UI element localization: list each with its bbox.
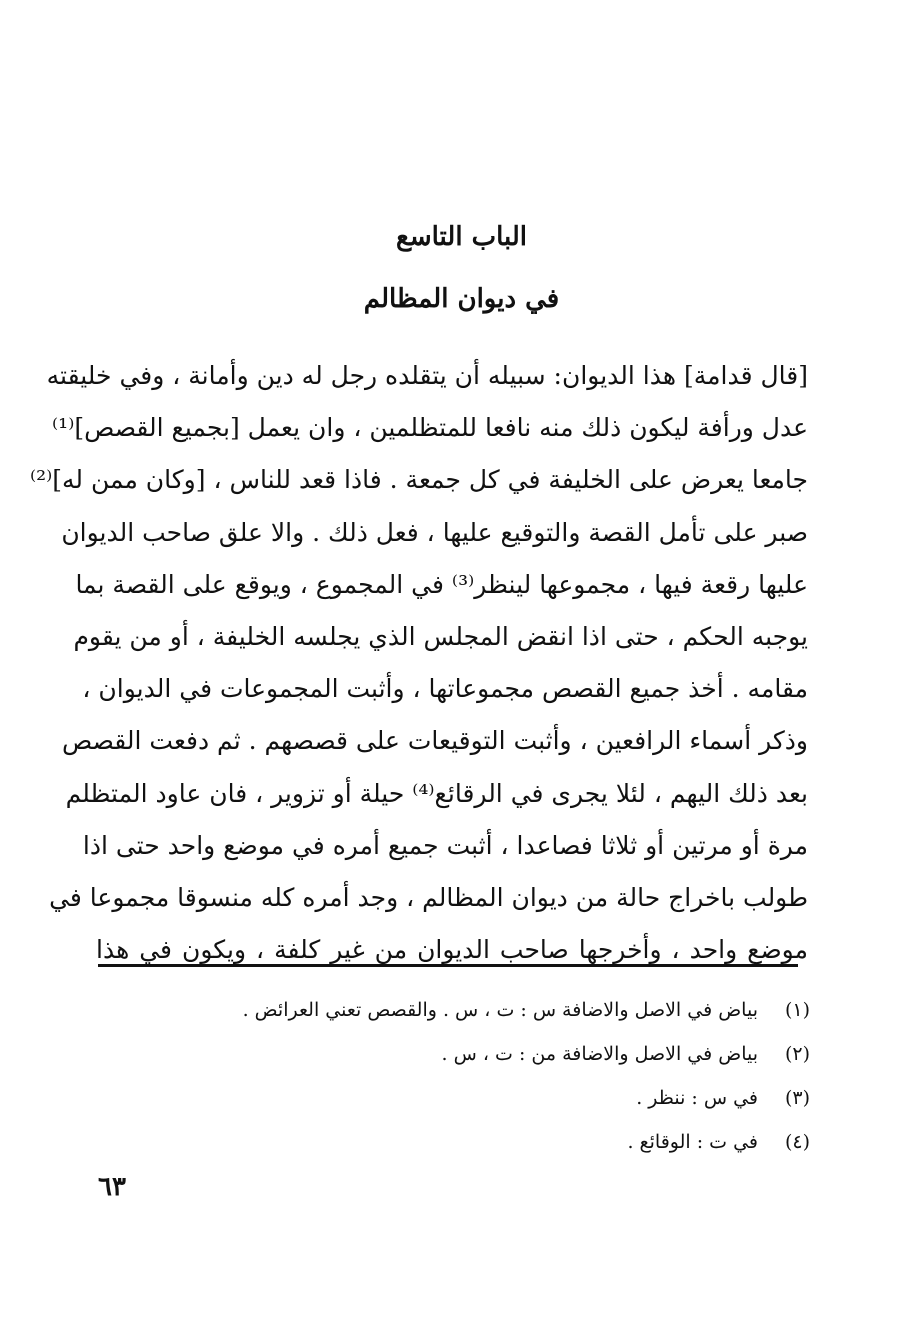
body-line: عدل ورأفة ليكون ذلك منه نافعا للمتظلمين ، وان يعمل [بجميع القصص]⁽¹⁾: [52, 413, 808, 443]
footnote-number: (٢): [784, 1043, 810, 1065]
body-line: مقامه . أخذ جميع القصص مجموعاتها ، وأثبت المجموعات في الديوان ،: [82, 674, 808, 704]
footnote-divider: [98, 964, 798, 967]
footnote-number: (٤): [784, 1131, 810, 1153]
footnote-number: (١): [784, 999, 810, 1021]
footnote-text: في س : ننظر .: [636, 1087, 758, 1109]
body-line: بعد ذلك اليهم ، لئلا يجرى في الرقائع⁽⁴⁾ حيلة أو تزوير ، فان عاود المتظلم: [65, 778, 808, 808]
body-line: وذكر أسماء الرافعين ، وأثبت التوقيعات على قصصهم . ثم دفعت القصص: [61, 726, 808, 756]
footnote: [98, 988, 810, 1032]
body-line: [قال قدامة] هذا الديوان: سبيله أن يتقلده رجل له دين وأمانة ، وفي خليقته: [46, 361, 808, 390]
footnote: [98, 1120, 810, 1164]
footnote-text: بياض في الاصل والاضافة من : ت ، س .: [441, 1043, 758, 1065]
footnote-text: بياض في الاصل والاضافة س : ت ، س . والقصص تعني العرائض .: [242, 999, 758, 1021]
body-text: [29, 350, 808, 976]
footnote: [98, 1032, 810, 1076]
body-line: عليها رقعة فيها ، مجموعها لينظر⁽³⁾ في المجموع ، ويوقع على القصة بما: [75, 569, 808, 599]
body-line: صبر على تأمل القصة والتوقيع عليها ، فعل ذلك . والا علق صاحب الديوان: [61, 517, 808, 547]
chapter-title: الباب التاسع: [396, 222, 527, 252]
body-line: طولب باخراج حالة من ديوان المظالم ، وجد أمره كله منسوقا مجموعا في: [49, 882, 808, 912]
page-number: ٦٣: [98, 1172, 126, 1202]
body-line: جامعا يعرض على الخليفة في كل جمعة . فاذا قعد للناس ، [وكان ممن له]⁽²⁾: [29, 465, 808, 495]
chapter-subtitle: في ديوان المظالم: [363, 284, 560, 314]
footnote-number: (٣): [784, 1087, 810, 1109]
body-line: يوجبه الحكم ، حتى اذا انقض المجلس الذي يجلسه الخليفة ، أو من يقوم: [73, 621, 808, 651]
footnote: [98, 1076, 810, 1120]
body-line: مرة أو مرتين أو ثلاثا فصاعدا ، أثبت جميع أمره في موضع واحد حتى اذا: [82, 830, 808, 860]
footnote-text: في ت : الوقائع .: [627, 1131, 758, 1153]
body-line: موضع واحد ، وأخرجها صاحب الديوان من غير كلفة ، ويكون في هذا: [96, 935, 808, 965]
footnotes: [98, 988, 810, 1164]
